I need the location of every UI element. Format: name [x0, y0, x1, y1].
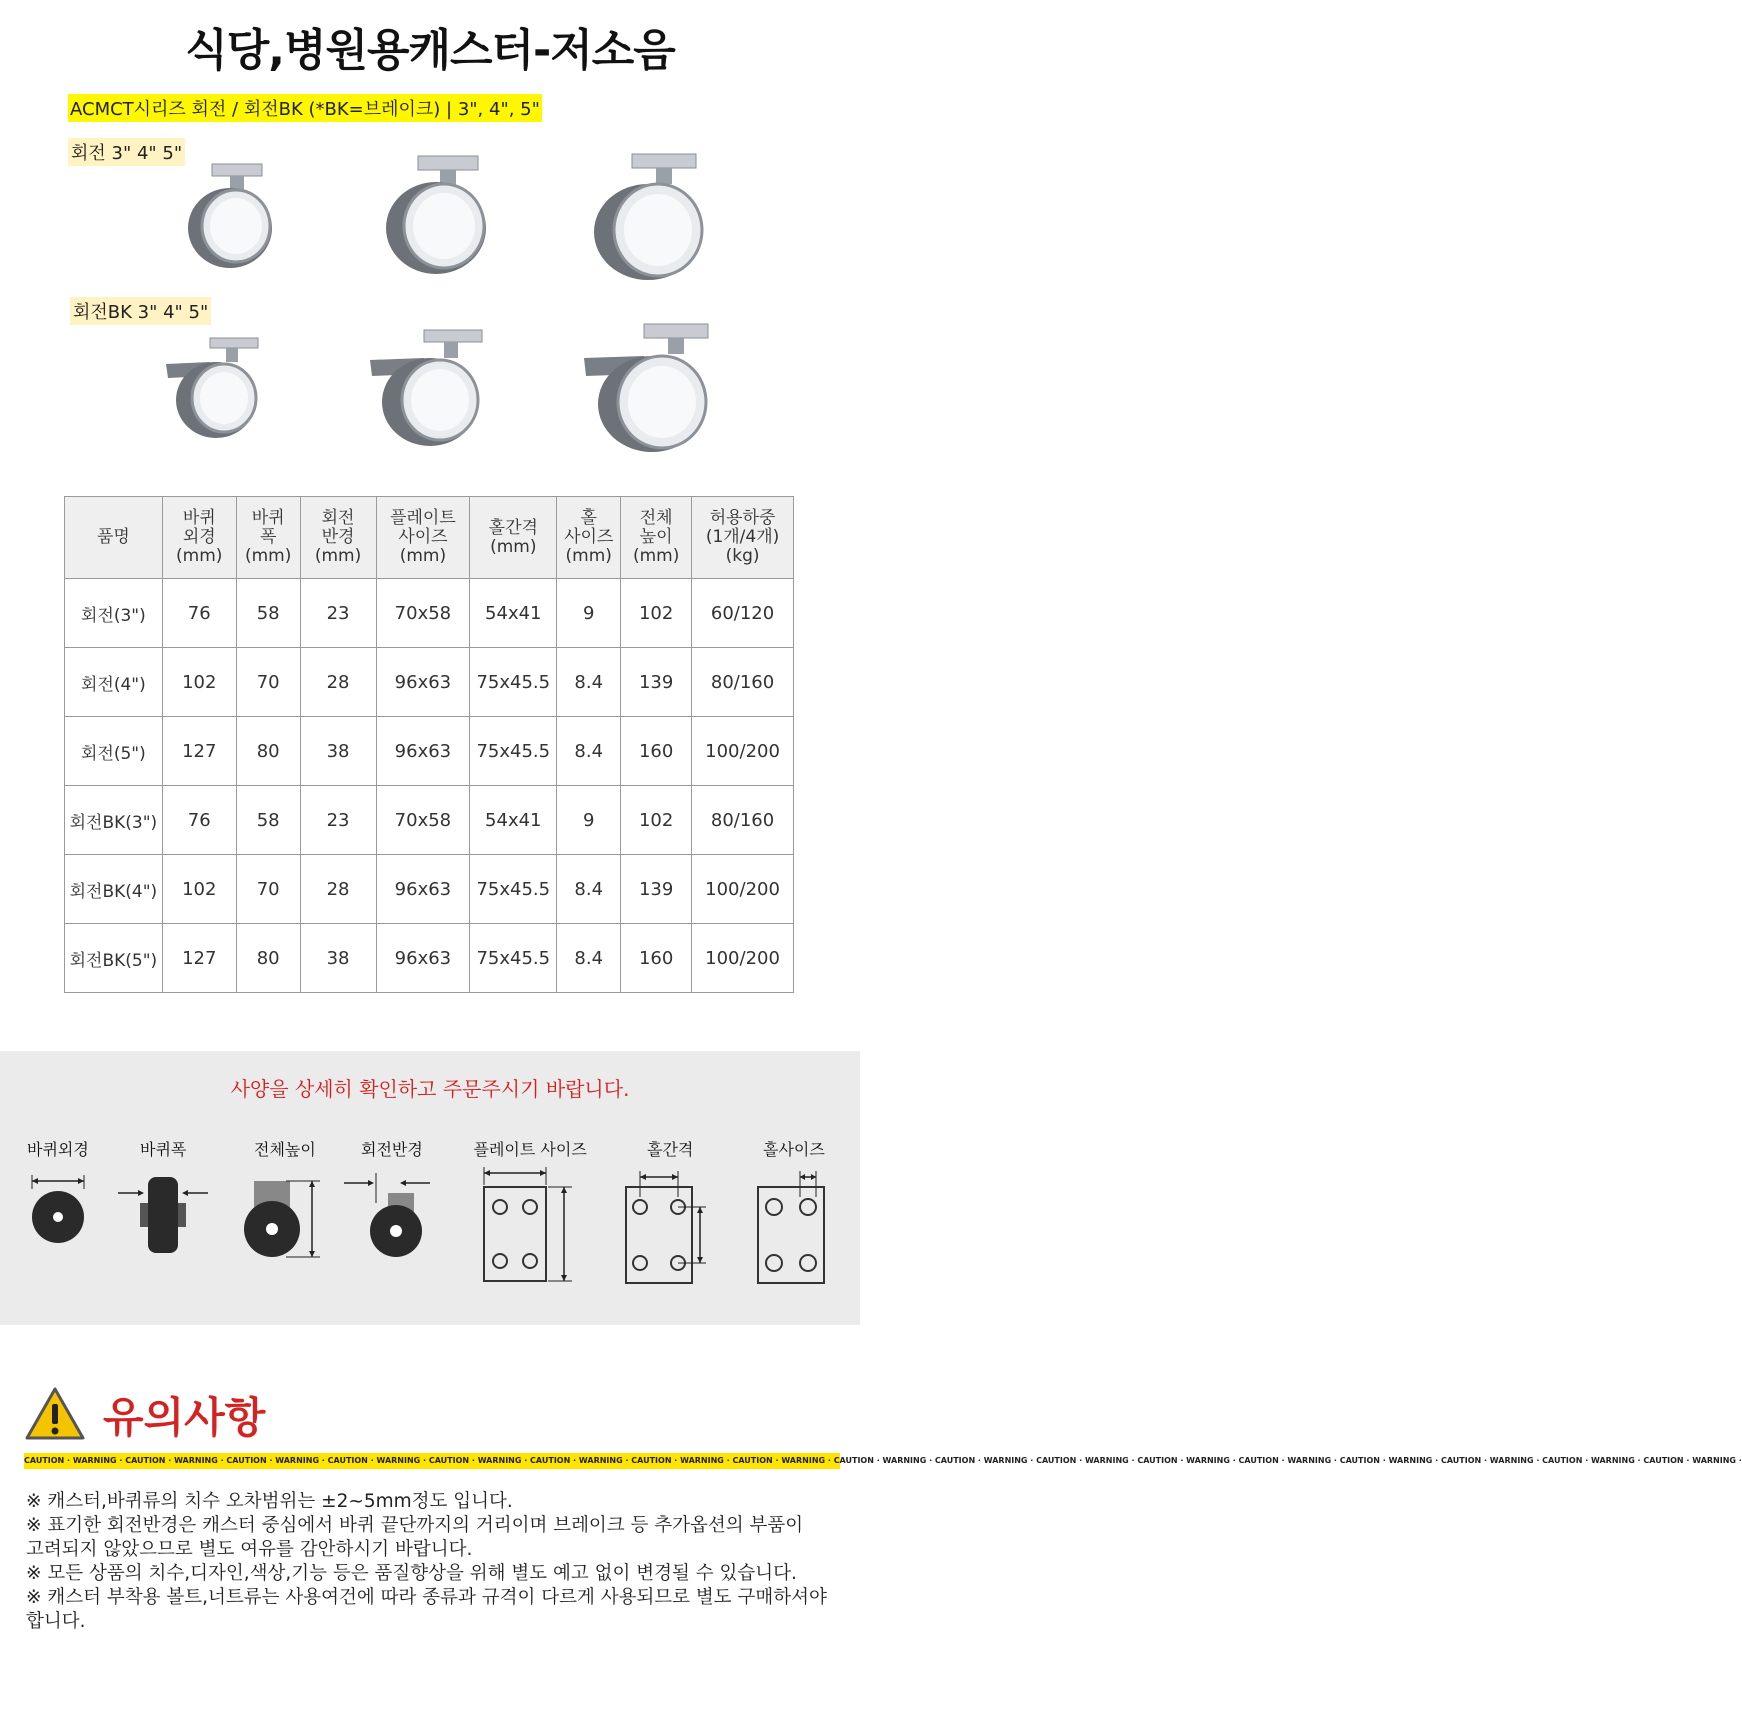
- guide-label: 전체높이: [254, 1140, 316, 1159]
- guide-label: 홀간격: [647, 1140, 694, 1159]
- guide-label: 바퀴폭: [140, 1140, 187, 1159]
- guide-label: 플레이트 사이즈: [473, 1140, 587, 1159]
- table-cell: 102: [162, 855, 236, 924]
- table-cell: 회전(3"): [65, 579, 163, 648]
- guide-label: 홀사이즈: [763, 1140, 825, 1159]
- table-cell: 100/200: [692, 855, 794, 924]
- column-header: 허용하중 (1개/4개) (kg): [692, 497, 794, 579]
- table-cell: 80: [236, 924, 300, 993]
- order-notice: 사양을 상세히 확인하고 주문주시기 바랍니다.: [230, 1077, 630, 1101]
- table-cell: 139: [621, 648, 692, 717]
- table-header-row: [65, 497, 794, 579]
- table-cell: 80/160: [692, 648, 794, 717]
- table-cell: 58: [236, 786, 300, 855]
- table-cell: 23: [300, 786, 376, 855]
- column-header: 회전 반경 (mm): [300, 497, 376, 579]
- caution-title: 유의사항: [103, 1393, 266, 1442]
- swivel-caster-4-image: [368, 152, 498, 276]
- table-cell: 160: [621, 717, 692, 786]
- table-cell: 회전BK(4"): [65, 855, 163, 924]
- brake-row-label: 회전BK 3" 4" 5": [70, 297, 211, 325]
- brake-caster-4-image: [364, 326, 494, 448]
- table-cell: 38: [300, 924, 376, 993]
- table-row: [65, 717, 794, 786]
- swivel-caster-5-image: [574, 150, 714, 282]
- spec-table: [64, 496, 794, 993]
- column-header: 바퀴 외경 (mm): [162, 497, 236, 579]
- spec-guide: [0, 1051, 860, 1325]
- table-cell: 160: [621, 924, 692, 993]
- table-cell: 96x63: [376, 924, 470, 993]
- table-cell: 100/200: [692, 924, 794, 993]
- plate-size-icon: [480, 1167, 580, 1285]
- table-cell: 127: [162, 924, 236, 993]
- table-cell: 9: [557, 786, 621, 855]
- table-row: [65, 855, 794, 924]
- page-title: 식당,병원용캐스터-저소음: [185, 25, 675, 76]
- table-row: [65, 924, 794, 993]
- table-cell: 96x63: [376, 855, 470, 924]
- series-line: ACMCT시리즈 회전 / 회전BK (*BK=브레이크) | 3", 4", 5": [68, 94, 542, 122]
- table-cell: 102: [621, 786, 692, 855]
- table-cell: 70: [236, 648, 300, 717]
- table-cell: 102: [162, 648, 236, 717]
- caution-tape: CAUTION · WARNING · CAUTION · WARNING · CAUTION · WARNING · CAUTION · WARNING · CAUTION · WARNING · CAUTION · WARNING · CAUTION · WARNING · CAUTION · WARNING · CAUTION · WARNING · CAUTION · WARNING · CAUTION · WARNING · CAUTION · WARNING · CAUTION · WARNING · CAUTION · WARNING · CAUTION · WARNING · CAUTION · WARNING · CAUTION · WARNING ·: [24, 1453, 840, 1469]
- table-cell: 76: [162, 579, 236, 648]
- table-row: [65, 786, 794, 855]
- table-cell: 80/160: [692, 786, 794, 855]
- table-cell: 회전BK(5"): [65, 924, 163, 993]
- column-header: 홀 사이즈 (mm): [557, 497, 621, 579]
- table-cell: 54x41: [470, 579, 557, 648]
- note-tolerance: ※ 캐스터,바퀴류의 치수 오차범위는 ±2~5mm정도 입니다.: [26, 1491, 513, 1512]
- table-cell: 75x45.5: [470, 648, 557, 717]
- table-cell: 127: [162, 717, 236, 786]
- table-cell: 75x45.5: [470, 924, 557, 993]
- table-row: [65, 579, 794, 648]
- table-cell: 회전(5"): [65, 717, 163, 786]
- column-header: 전체 높이 (mm): [621, 497, 692, 579]
- table-cell: 70x58: [376, 579, 470, 648]
- swivel-row-label: 회전 3" 4" 5": [68, 138, 185, 166]
- table-cell: 54x41: [470, 786, 557, 855]
- table-cell: 58: [236, 579, 300, 648]
- note-swivel-radius: ※ 표기한 회전반경은 캐스터 중심에서 바퀴 끝단까지의 거리이며 브레이크 등 추가옵션의 부품이 고려되지 않았으므로 별도 여유를 감안하시기 바랍니다.: [26, 1515, 804, 1560]
- wheel-width-icon: [118, 1173, 208, 1259]
- table-cell: 8.4: [557, 717, 621, 786]
- swivel-radius-icon: [342, 1173, 442, 1259]
- brake-caster-5-image: [580, 320, 720, 454]
- table-cell: 회전BK(3"): [65, 786, 163, 855]
- wheel-diameter-icon: [28, 1175, 88, 1253]
- table-cell: 23: [300, 579, 376, 648]
- warning-triangle-icon: [24, 1386, 86, 1442]
- table-cell: 8.4: [557, 924, 621, 993]
- table-cell: 회전(4"): [65, 648, 163, 717]
- table-row: [65, 648, 794, 717]
- column-header: 플레이트 사이즈 (mm): [376, 497, 470, 579]
- note-spec-change: ※ 모든 상품의 치수,디자인,색상,기능 등은 품질향상을 위해 별도 예고 없이 변경될 수 있습니다.: [26, 1563, 797, 1584]
- table-cell: 96x63: [376, 648, 470, 717]
- guide-label: 회전반경: [361, 1140, 423, 1159]
- table-cell: 9: [557, 579, 621, 648]
- caution-notes: [26, 1490, 836, 1634]
- table-cell: 76: [162, 786, 236, 855]
- table-cell: 28: [300, 855, 376, 924]
- table-cell: 102: [621, 579, 692, 648]
- column-header: 품명: [65, 497, 163, 579]
- table-cell: 70: [236, 855, 300, 924]
- table-cell: 80: [236, 717, 300, 786]
- table-cell: 100/200: [692, 717, 794, 786]
- table-cell: 60/120: [692, 579, 794, 648]
- guide-label: 바퀴외경: [27, 1140, 89, 1159]
- column-header: 바퀴 폭 (mm): [236, 497, 300, 579]
- hole-spacing-icon: [622, 1171, 718, 1287]
- note-bolts: ※ 캐스터 부착용 볼트,너트류는 사용여건에 따라 종류과 규격이 다르게 사용되므로 별도 구매하셔야 합니다.: [26, 1587, 827, 1632]
- swivel-caster-3-image: [172, 160, 282, 272]
- table-cell: 96x63: [376, 717, 470, 786]
- table-cell: 70x58: [376, 786, 470, 855]
- hole-size-icon: [754, 1171, 834, 1287]
- total-height-icon: [240, 1177, 330, 1261]
- table-cell: 75x45.5: [470, 717, 557, 786]
- table-cell: 38: [300, 717, 376, 786]
- table-cell: 75x45.5: [470, 855, 557, 924]
- table-cell: 28: [300, 648, 376, 717]
- table-cell: 8.4: [557, 648, 621, 717]
- column-header: 홀간격 (mm): [470, 497, 557, 579]
- brake-caster-3-image: [160, 334, 270, 442]
- table-cell: 139: [621, 855, 692, 924]
- table-cell: 8.4: [557, 855, 621, 924]
